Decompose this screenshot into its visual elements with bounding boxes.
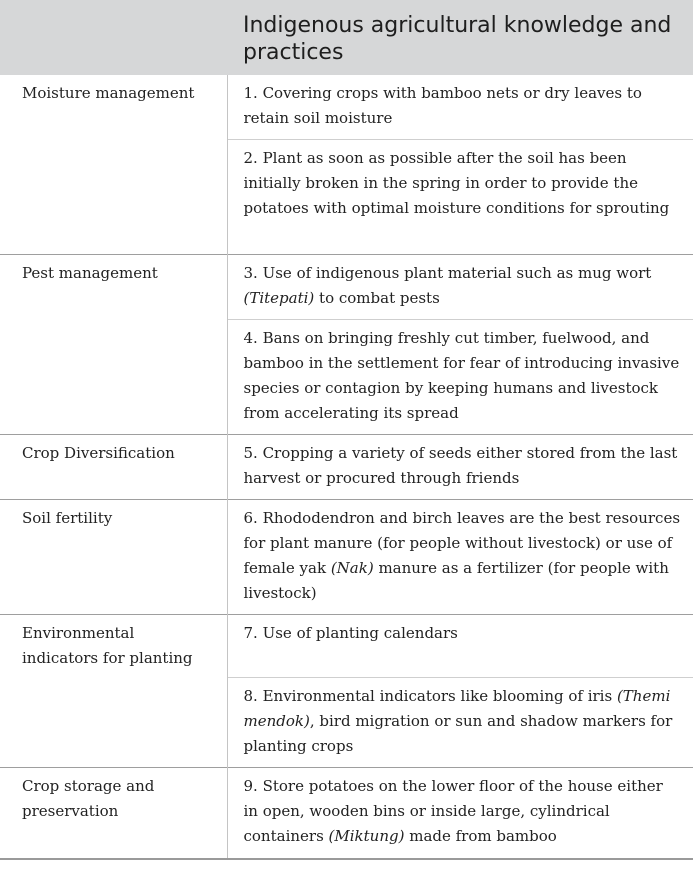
category-cell: Crop storage and preservation [0, 768, 227, 860]
practice-cell [227, 320, 693, 435]
practice-text: 1. Covering crops with bamboo nets or dry leaves to retain soil moisture [243, 84, 642, 127]
practice-cell [227, 140, 693, 255]
practice-text: 6. Rhododendron and birch leaves are the best resources for plant manure (for people without livestock) or use of female yak [243, 509, 681, 577]
table-row [0, 768, 693, 860]
table-row [0, 615, 693, 678]
category-cell: Soil fertility [0, 500, 227, 615]
header-practices: Indigenous agricultural knowledge and practices [227, 0, 693, 75]
table-row [0, 500, 693, 615]
category-cell: Moisture management [0, 75, 227, 255]
practice-cell [227, 615, 693, 678]
practice-cell [227, 435, 693, 500]
practice-text: 3. Use of indigenous plant material such as mug wort [243, 264, 652, 282]
practice-cell [227, 678, 693, 768]
practice-text: to combat pests [314, 289, 440, 307]
practice-text: 8. Environmental indicators like blooming of iris [243, 687, 617, 705]
table-row [0, 75, 693, 140]
local-name: (Themi mendok) [243, 687, 671, 730]
practice-text: 7. Use of planting calendars [243, 624, 458, 642]
practice-text: made from bamboo [404, 827, 557, 845]
practice-text: 9. Store potatoes on the lower floor of the house either in open, wooden bins or inside large, cylindrical containers [243, 777, 663, 845]
practice-text: 4. Bans on bringing freshly cut timber, fuelwood, and bamboo in the settlement for fear of introducing invasive species or contagion by keeping humans and livestock from accelerating its spread [243, 329, 680, 422]
practice-cell [227, 768, 693, 860]
category-cell: Crop Diversification [0, 435, 227, 500]
header-category [0, 0, 227, 75]
practice-cell [227, 75, 693, 140]
category-cell: Pest management [0, 255, 227, 435]
table-row [0, 435, 693, 500]
local-name: (Nak) [330, 559, 374, 577]
practice-text: 5. Cropping a variety of seeds either stored from the last harvest or procured through friends [243, 444, 678, 487]
practice-cell [227, 255, 693, 320]
category-cell: Environmental indicators for planting [0, 615, 227, 768]
practice-cell [227, 500, 693, 615]
practice-text: manure as a fertilizer (for people with livestock) [243, 559, 669, 602]
header-row [0, 0, 693, 75]
practice-text: , bird migration or sun and shadow markers for planting crops [243, 712, 673, 755]
practice-text: 2. Plant as soon as possible after the soil has been initially broken in the spring in order to provide the potatoes with optimal moisture conditions for sprouting [243, 149, 670, 217]
local-name: (Miktung) [328, 827, 405, 845]
table-row [0, 255, 693, 320]
local-name: (Titepati) [243, 289, 315, 307]
